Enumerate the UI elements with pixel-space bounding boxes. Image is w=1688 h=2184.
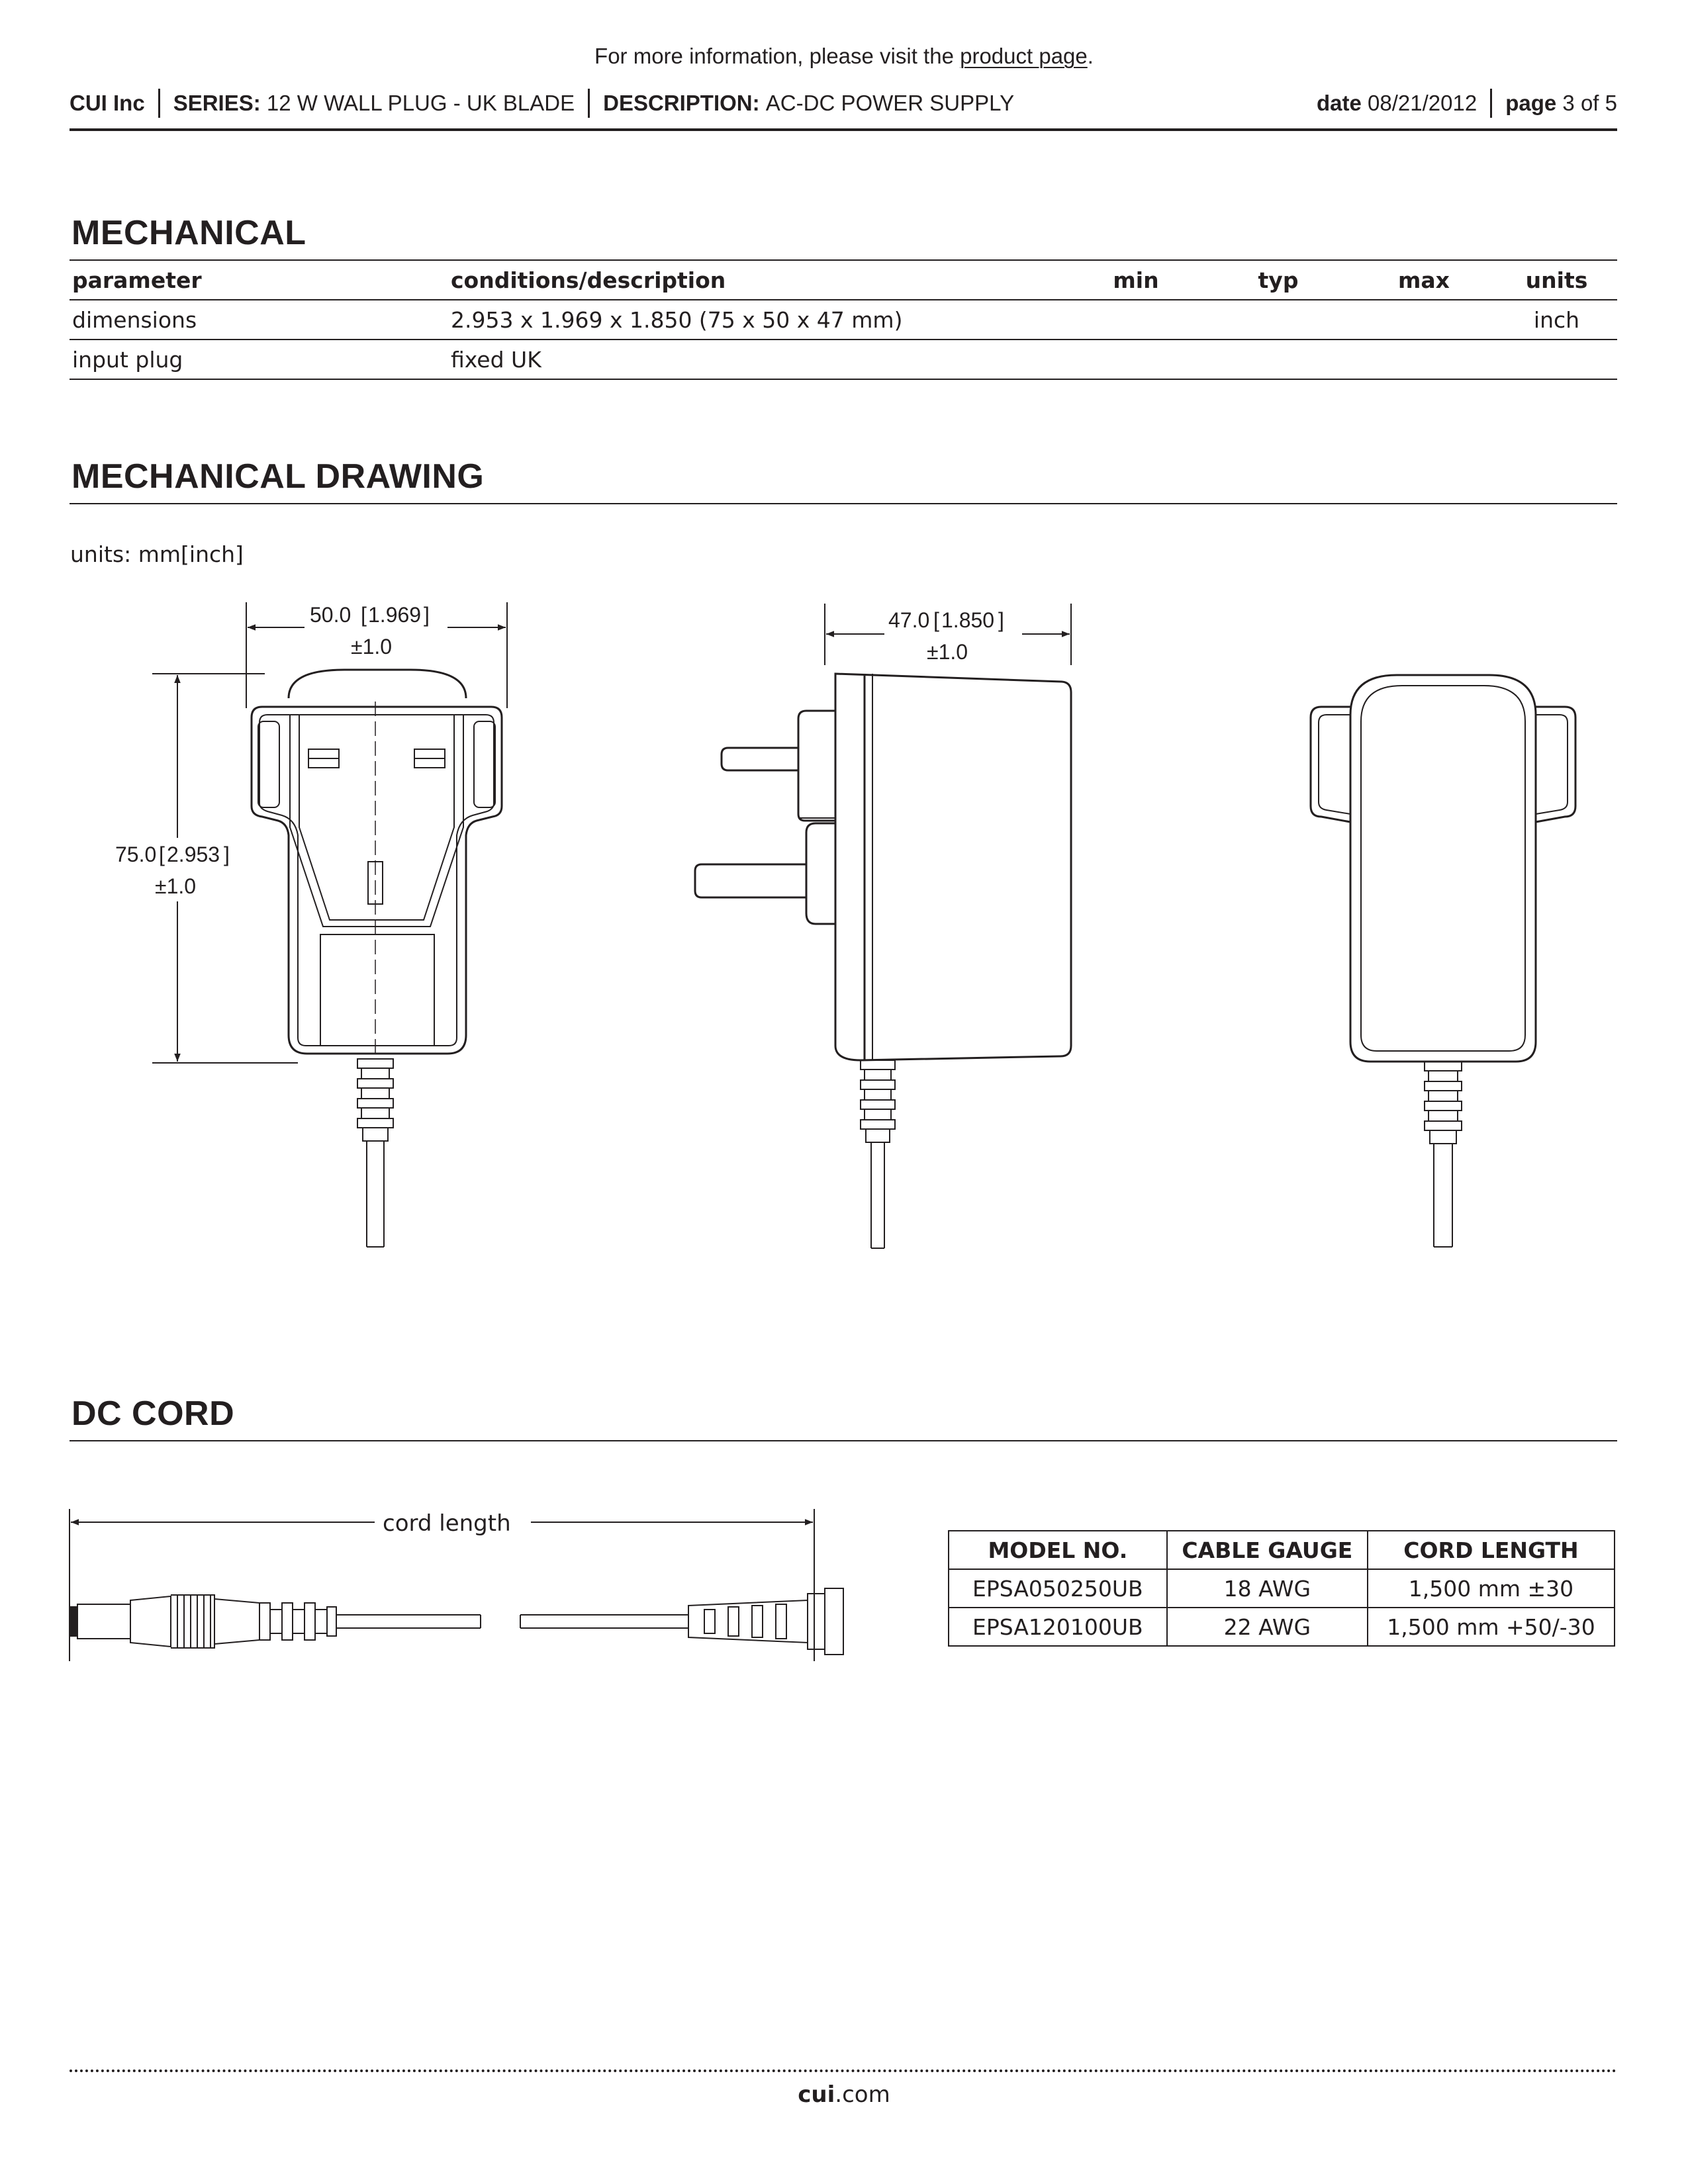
bracket-close: ]	[998, 608, 1004, 632]
cell: fixed UK	[448, 340, 1067, 379]
front-width-mm: 50.0	[310, 603, 352, 627]
bracket-open: [	[361, 603, 367, 627]
side-depth-mm: 47.0	[888, 608, 930, 632]
height-tolerance: ±1.0	[155, 874, 197, 898]
top-note-text: For more information, please visit the	[594, 44, 954, 68]
cord-length-label: cord length	[383, 1510, 511, 1537]
units-note: units: mm[inch]	[70, 541, 244, 567]
cell: dimensions	[70, 300, 448, 340]
series-label: SERIES:	[173, 91, 261, 115]
mechanical-title: MECHANICAL	[71, 214, 306, 252]
page-number: 3 of 5	[1562, 91, 1617, 115]
cell: 22 AWG	[1167, 1608, 1368, 1646]
cell: EPSA120100UB	[949, 1608, 1167, 1646]
front-width-tolerance: ±1.0	[351, 635, 393, 659]
company-name: CUI Inc	[70, 91, 145, 115]
cell: inch	[1496, 300, 1617, 340]
col-cord-length: CORD LENGTH	[1368, 1531, 1615, 1569]
col-cable-gauge: CABLE GAUGE	[1167, 1531, 1368, 1569]
date-value: 08/21/2012	[1368, 91, 1477, 115]
date-label: date	[1317, 91, 1362, 115]
bracket-close: ]	[424, 603, 430, 627]
side-depth-inch: 1.850	[941, 608, 995, 632]
page-label: page	[1505, 91, 1557, 115]
product-page-link[interactable]: product page	[960, 44, 1088, 68]
footer-brand[interactable]	[0, 2081, 1688, 2108]
col-typ: typ	[1205, 260, 1352, 300]
back-view-drawing	[1311, 675, 1575, 1247]
col-model-no: MODEL NO.	[949, 1531, 1167, 1569]
col-conditions: conditions/description	[448, 260, 1067, 300]
cell: 1,500 mm +50/-30	[1368, 1608, 1615, 1646]
col-max: max	[1352, 260, 1496, 300]
series-value: 12 W WALL PLUG - UK BLADE	[266, 91, 575, 115]
footer-rule	[70, 2070, 1617, 2072]
dc-cord-table	[948, 1530, 1615, 1647]
side-depth-tolerance: ±1.0	[927, 640, 968, 664]
cell: 18 AWG	[1167, 1569, 1368, 1608]
dc-cord-title: DC CORD	[71, 1394, 235, 1433]
bracket-open: [	[933, 608, 939, 632]
col-min: min	[1067, 260, 1205, 300]
cell: input plug	[70, 340, 448, 379]
footer-brand-rest: .com	[835, 2081, 890, 2108]
table-row	[949, 1569, 1615, 1608]
description-value: AC-DC POWER SUPPLY	[765, 91, 1015, 115]
height-mm: 75.0	[115, 842, 157, 866]
front-view-drawing	[110, 602, 507, 1247]
cell: EPSA050250UB	[949, 1569, 1167, 1608]
footer-brand-bold: cui	[798, 2081, 835, 2108]
top-note-end: .	[1087, 44, 1094, 68]
cell: 2.953 x 1.969 x 1.850 (75 x 50 x 47 mm)	[448, 300, 1067, 340]
col-parameter: parameter	[70, 260, 448, 300]
col-units: units	[1496, 260, 1617, 300]
side-view-drawing	[695, 604, 1071, 1248]
cell: 1,500 mm ±30	[1368, 1569, 1615, 1608]
description-label: DESCRIPTION:	[603, 91, 760, 115]
front-width-inch: 1.969	[368, 603, 422, 627]
bracket-close: ]	[224, 842, 230, 866]
height-inch: 2.953	[167, 842, 220, 866]
table-row	[949, 1608, 1615, 1646]
mechanical-drawing-title: MECHANICAL DRAWING	[71, 457, 485, 496]
section-rule	[70, 1440, 1617, 1441]
bracket-open: [	[159, 842, 165, 866]
table-header-row	[949, 1531, 1615, 1569]
